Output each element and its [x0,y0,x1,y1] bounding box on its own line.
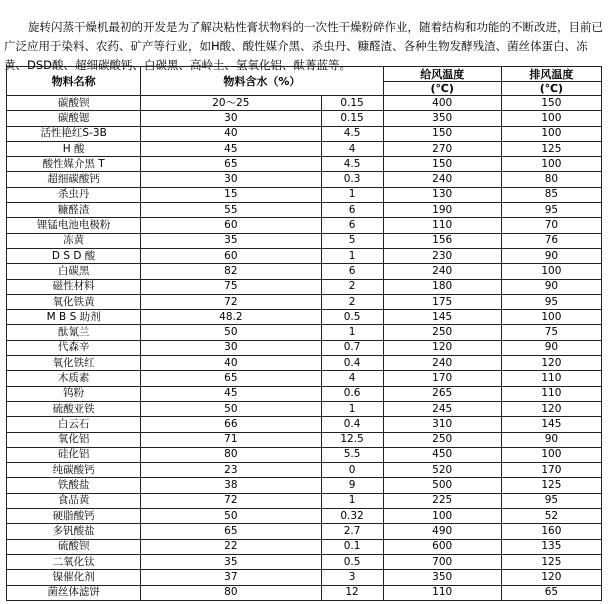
table-row [7,524,602,539]
moisture-final: 0.3 [321,172,383,187]
inlet-temperature: 250 [383,325,501,340]
outlet-temperature: 160 [501,524,601,539]
table-row [7,432,602,447]
outlet-temperature: 100 [501,111,601,126]
moisture-initial: 40 [141,356,321,371]
moisture-initial: 40 [141,126,321,141]
outlet-temperature: 100 [501,310,601,325]
moisture-initial: 30 [141,340,321,355]
material-name: 碳酸钡 [7,96,141,111]
moisture-final: 2 [321,279,383,294]
material-name: 白云石 [7,417,141,432]
moisture-initial: 72 [141,294,321,309]
table-row [7,325,602,340]
moisture-final: 6 [321,264,383,279]
inlet-temperature: 490 [383,524,501,539]
outlet-temperature: 52 [501,509,601,524]
table-row [7,203,602,218]
table-row [7,310,602,325]
material-name: 硬脂酸钙 [7,509,141,524]
outlet-temperature: 100 [501,157,601,172]
material-name: 木质素 [7,371,141,386]
material-name: 糠醛渣 [7,203,141,218]
inlet-temperature: 600 [383,539,501,554]
moisture-final: 0.5 [321,554,383,569]
outlet-temperature: 110 [501,371,601,386]
table-row [7,386,602,401]
material-name: 代森辛 [7,340,141,355]
inlet-temperature: 230 [383,248,501,263]
outlet-temperature: 120 [501,356,601,371]
table-row [7,172,602,187]
table-row [7,554,602,569]
moisture-final: 6 [321,203,383,218]
header-moisture: 物料含水（%） [141,67,383,96]
moisture-final: 0.32 [321,509,383,524]
material-name: 食品黄 [7,493,141,508]
outlet-temperature: 65 [501,585,601,600]
drying-parameters-table [6,66,602,601]
moisture-final: 2.7 [321,524,383,539]
outlet-temperature: 100 [501,447,601,462]
header-outlet-temp: 排风温度 [501,67,601,82]
inlet-temperature: 270 [383,141,501,156]
inlet-temperature: 145 [383,310,501,325]
table-row [7,187,602,202]
inlet-temperature: 265 [383,386,501,401]
moisture-initial: 80 [141,447,321,462]
moisture-initial: 65 [141,371,321,386]
outlet-temperature: 100 [501,126,601,141]
material-name: 杀虫丹 [7,187,141,202]
header-inlet-temp: 给风温度 [383,67,501,82]
intro-paragraph: 旋转闪蒸干燥机最初的开发是为了解决粘性膏状物料的一次性干燥粉碎作业，随着结构和功能的不断改进，目前已广泛应用于染料、农药、矿产等行业，如H酸、酸性媒介黑、杀虫丹、糠醛渣、各种生物发酵残渣、菌丝体蛋白、冻黄、DSD酸、超细碳酸钙、白碳黑、高岭土、氢氧化铝、酞菁蓝等。 [4,19,603,72]
moisture-initial: 50 [141,401,321,416]
material-name: 磁性材料 [7,279,141,294]
moisture-initial: 30 [141,111,321,126]
moisture-final: 9 [321,478,383,493]
moisture-initial: 71 [141,432,321,447]
material-name: 钨粉 [7,386,141,401]
moisture-final: 1 [321,401,383,416]
material-name: 超细碳酸钙 [7,172,141,187]
table-row [7,417,602,432]
table-row [7,570,602,585]
moisture-final: 4 [321,141,383,156]
material-name: 白碳黑 [7,264,141,279]
material-name: 氧化铝 [7,432,141,447]
inlet-temperature: 240 [383,264,501,279]
moisture-initial: 55 [141,203,321,218]
table-row [7,248,602,263]
moisture-final: 0.7 [321,340,383,355]
inlet-temperature: 500 [383,478,501,493]
moisture-initial: 35 [141,233,321,248]
moisture-final: 0.4 [321,356,383,371]
table-row [7,509,602,524]
material-name: 氧化铁红 [7,356,141,371]
moisture-final: 2 [321,294,383,309]
moisture-initial: 22 [141,539,321,554]
outlet-temperature: 120 [501,570,601,585]
inlet-temperature: 700 [383,554,501,569]
moisture-final: 4 [321,371,383,386]
inlet-temperature: 400 [383,96,501,111]
inlet-temperature: 450 [383,447,501,462]
inlet-temperature: 170 [383,371,501,386]
table-row [7,96,602,111]
outlet-temperature: 70 [501,218,601,233]
outlet-temperature: 80 [501,172,601,187]
outlet-temperature: 100 [501,264,601,279]
inlet-temperature: 240 [383,356,501,371]
moisture-initial: 37 [141,570,321,585]
moisture-initial: 82 [141,264,321,279]
moisture-initial: 60 [141,218,321,233]
inlet-temperature: 350 [383,570,501,585]
moisture-initial: 15 [141,187,321,202]
table-row [7,233,602,248]
moisture-initial: 50 [141,509,321,524]
inlet-temperature: 250 [383,432,501,447]
outlet-temperature: 90 [501,432,601,447]
moisture-final: 5 [321,233,383,248]
material-name: 铁酸盐 [7,478,141,493]
table-row [7,371,602,386]
moisture-initial: 50 [141,325,321,340]
table-row [7,264,602,279]
inlet-temperature: 100 [383,509,501,524]
material-name: 多钒酸盐 [7,524,141,539]
inlet-temperature: 225 [383,493,501,508]
inlet-temperature: 520 [383,463,501,478]
inlet-temperature: 180 [383,279,501,294]
material-name: 硫酸亚铁 [7,401,141,416]
moisture-final: 0.4 [321,417,383,432]
table-row [7,126,602,141]
table-row [7,493,602,508]
outlet-temperature: 170 [501,463,601,478]
header-material: 物料名称 [7,67,141,96]
outlet-temperature: 95 [501,294,601,309]
material-name: 冻黄 [7,233,141,248]
material-name: 氧化铁黄 [7,294,141,309]
table-row [7,157,602,172]
table-row [7,111,602,126]
moisture-final: 0.6 [321,386,383,401]
table-header-row [7,67,602,82]
inlet-temperature: 190 [383,203,501,218]
outlet-temperature: 125 [501,141,601,156]
moisture-final: 0.1 [321,539,383,554]
outlet-temperature: 76 [501,233,601,248]
outlet-temperature: 145 [501,417,601,432]
table-row [7,447,602,462]
moisture-initial: 75 [141,279,321,294]
moisture-initial: 48.2 [141,310,321,325]
inlet-temperature: 110 [383,218,501,233]
moisture-initial: 35 [141,554,321,569]
inlet-temperature: 150 [383,157,501,172]
outlet-temperature: 85 [501,187,601,202]
table-row [7,294,602,309]
material-name: 镍催化剂 [7,570,141,585]
table-row [7,141,602,156]
moisture-initial: 38 [141,478,321,493]
table-row [7,356,602,371]
inlet-temperature: 310 [383,417,501,432]
inlet-temperature: 130 [383,187,501,202]
moisture-final: 12 [321,585,383,600]
table-row [7,463,602,478]
outlet-temperature: 75 [501,325,601,340]
outlet-temperature: 150 [501,96,601,111]
outlet-temperature: 135 [501,539,601,554]
inlet-temperature: 150 [383,126,501,141]
outlet-temperature: 125 [501,554,601,569]
moisture-initial: 66 [141,417,321,432]
moisture-final: 12.5 [321,432,383,447]
outlet-temperature: 95 [501,493,601,508]
moisture-initial: 72 [141,493,321,508]
outlet-temperature: 90 [501,340,601,355]
moisture-initial: 45 [141,386,321,401]
outlet-temperature: 95 [501,203,601,218]
outlet-temperature: 125 [501,478,601,493]
moisture-initial: 30 [141,172,321,187]
moisture-final: 0.15 [321,111,383,126]
table-row [7,401,602,416]
moisture-final: 5.5 [321,447,383,462]
moisture-initial: 65 [141,157,321,172]
moisture-initial: 65 [141,524,321,539]
material-name: 锂锰电池电极粉 [7,218,141,233]
inlet-temperature: 120 [383,340,501,355]
moisture-final: 4.5 [321,157,383,172]
material-name: 纯碳酸钙 [7,463,141,478]
moisture-final: 0 [321,463,383,478]
moisture-final: 0.15 [321,96,383,111]
table-row [7,585,602,600]
table-row [7,478,602,493]
moisture-final: 3 [321,570,383,585]
table-row [7,279,602,294]
outlet-temperature: 90 [501,279,601,294]
inlet-temperature: 245 [383,401,501,416]
inlet-temperature: 240 [383,172,501,187]
material-name: 酸性媒介黑 T [7,157,141,172]
moisture-final: 1 [321,248,383,263]
material-name: 碳酸锶 [7,111,141,126]
material-name: 酞氰兰 [7,325,141,340]
moisture-final: 1 [321,187,383,202]
material-name: 硅化铝 [7,447,141,462]
table-row [7,340,602,355]
inlet-temperature: 175 [383,294,501,309]
outlet-temperature: 120 [501,401,601,416]
header-outlet-unit: (℃) [501,82,601,96]
material-name: M B S 助剂 [7,310,141,325]
moisture-initial: 80 [141,585,321,600]
material-name: 菌丝体滤饼 [7,585,141,600]
table-row [7,218,602,233]
moisture-final: 1 [321,325,383,340]
material-name: 二氧化钛 [7,554,141,569]
moisture-final: 1 [321,493,383,508]
material-name: 活性艳红S-3B [7,126,141,141]
inlet-temperature: 350 [383,111,501,126]
table-row [7,539,602,554]
outlet-temperature: 110 [501,386,601,401]
outlet-temperature: 90 [501,248,601,263]
material-name: H 酸 [7,141,141,156]
moisture-final: 0.5 [321,310,383,325]
moisture-initial: 20～25 [141,96,321,111]
moisture-final: 6 [321,218,383,233]
moisture-final: 4.5 [321,126,383,141]
moisture-initial: 45 [141,141,321,156]
moisture-initial: 60 [141,248,321,263]
inlet-temperature: 156 [383,233,501,248]
material-name: 硫酸钡 [7,539,141,554]
moisture-initial: 23 [141,463,321,478]
material-name: D S D 酸 [7,248,141,263]
inlet-temperature: 110 [383,585,501,600]
header-inlet-unit: (℃) [383,82,501,96]
